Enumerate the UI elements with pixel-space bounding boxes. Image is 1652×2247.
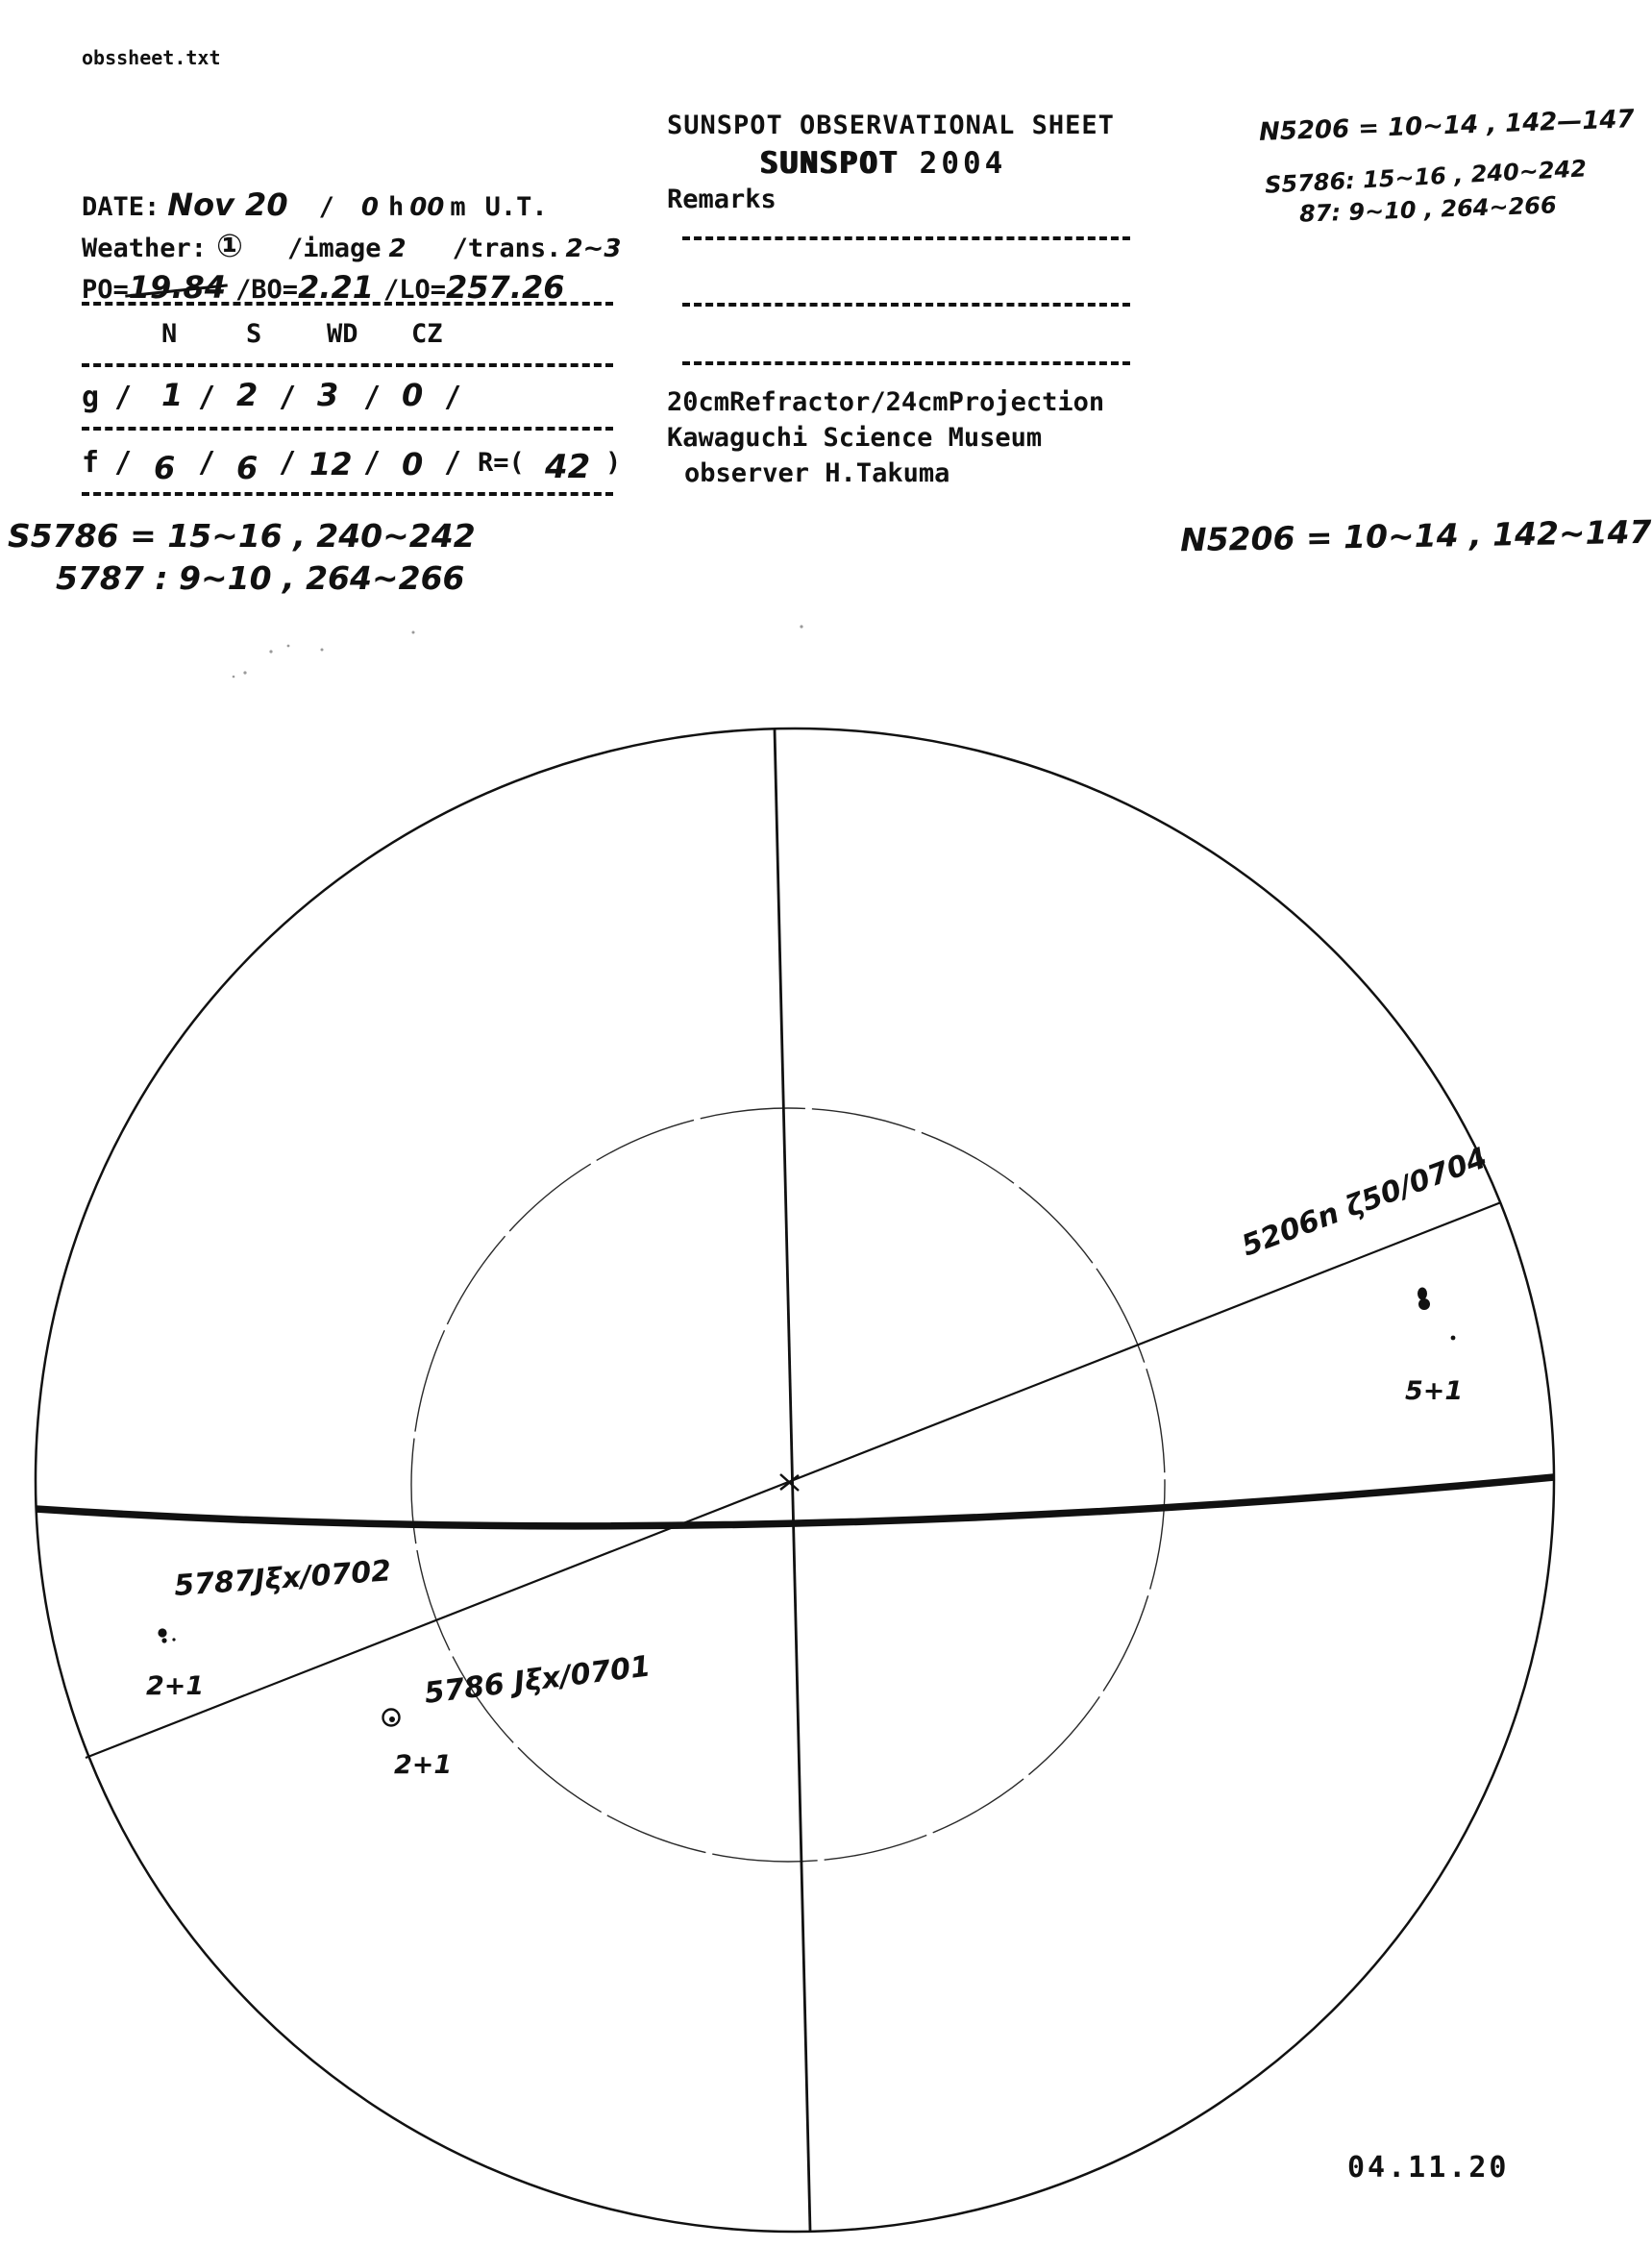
slash: / <box>444 446 462 480</box>
hour-value: 0 <box>360 193 379 222</box>
po-label: PO= <box>82 275 129 305</box>
note-left-1: S5786 = 15~16 , 240~242 <box>8 517 476 555</box>
instrument-line: 20cmRefractor/24cmProjection <box>667 387 1105 417</box>
institution-line: Kawaguchi Science Museum <box>667 423 1043 453</box>
g-value-cz: 0 <box>402 377 424 413</box>
col-header-s: S <box>246 319 262 349</box>
r-close: ) <box>605 448 622 478</box>
weather-value: ① <box>216 227 243 264</box>
r-open: R=( <box>478 448 525 478</box>
sheet-subtitle-word: SUNSPOT <box>759 146 899 181</box>
f-value-cz: 0 <box>402 446 424 482</box>
date-value: Nov 20 <box>167 186 288 223</box>
sunspot-group-5206n <box>1418 1288 1455 1341</box>
minute-value: 00 <box>409 193 445 222</box>
group-5787-count: 2+1 <box>146 1671 205 1701</box>
ut-label: U.T. <box>484 192 548 222</box>
note-top-right-1: N5206 = 10~14 , 142—147 <box>1258 105 1636 147</box>
image-value: 2 <box>388 235 407 263</box>
row-f-label: f <box>82 446 100 480</box>
group-5786-label: 5786 Jξx/0701 <box>422 1649 653 1711</box>
bo-value: 2.21 <box>298 269 374 306</box>
r-value: 42 <box>545 448 591 486</box>
file-label: obssheet.txt <box>82 46 221 69</box>
f-value-s: 6 <box>236 450 259 486</box>
slash: / <box>444 381 462 414</box>
note-top-right-2: S5786: 15~16 , 240~242 <box>1264 155 1588 199</box>
slash: / <box>279 446 297 480</box>
group-5787-label: 5787Jξx/0702 <box>173 1554 393 1603</box>
hour-unit: h <box>387 192 405 222</box>
col-header-n: N <box>161 319 178 349</box>
slash: / <box>279 381 297 414</box>
group-5206n-count: 5+1 <box>1405 1376 1464 1406</box>
f-value-n: 6 <box>154 450 176 486</box>
trans-value: 2~3 <box>565 235 622 263</box>
note-right: N5206 = 10~14 , 142~147 <box>1179 512 1652 559</box>
image-label: /image <box>287 234 382 263</box>
slash: / <box>363 381 382 414</box>
sunspot-group-5787 <box>158 1628 175 1642</box>
sheet-subtitle-year: 2004 <box>919 146 1007 181</box>
slash: / <box>198 381 216 414</box>
ecliptic-line <box>36 1477 1554 1526</box>
po-value: 19.84 <box>128 269 226 306</box>
col-header-cz: CZ <box>411 319 443 349</box>
group-5786-count: 2+1 <box>394 1750 453 1780</box>
scan-noise <box>233 625 803 678</box>
slash: / <box>198 446 216 480</box>
trans-label: /trans. <box>452 234 562 263</box>
g-value-n: 1 <box>161 377 184 413</box>
slash: / <box>363 446 382 480</box>
bo-label: /BO= <box>235 275 299 305</box>
lo-value: 257.26 <box>446 269 565 306</box>
remarks-label: Remarks <box>667 185 777 214</box>
g-value-s: 2 <box>236 377 259 413</box>
slash: / <box>114 446 133 480</box>
note-top-right-3: 87: 9~10 , 264~266 <box>1298 191 1558 228</box>
slash: / <box>114 381 133 414</box>
lo-label: /LO= <box>382 275 447 305</box>
date-stamp: 04.11.20 <box>1347 2151 1510 2185</box>
col-header-wd: WD <box>327 319 358 349</box>
disk-center-mark <box>780 1474 799 1491</box>
minute-unit: m <box>450 192 466 222</box>
f-value-wd: 12 <box>309 446 353 482</box>
group-5206n-label: 5206n ζ50/0704 <box>1237 1141 1492 1264</box>
observer-line: observer H.Takuma <box>684 458 950 488</box>
weather-label: Weather: <box>82 234 208 263</box>
note-left-2: 5787 : 9~10 , 264~266 <box>56 559 465 597</box>
date-label: DATE: <box>82 192 160 222</box>
sunspot-group-5786 <box>383 1710 400 1726</box>
g-value-wd: 3 <box>317 377 339 413</box>
row-g-label: g <box>82 381 100 414</box>
date-separator: / <box>318 192 334 222</box>
sheet-title: SUNSPOT OBSERVATIONAL SHEET <box>667 111 1115 140</box>
